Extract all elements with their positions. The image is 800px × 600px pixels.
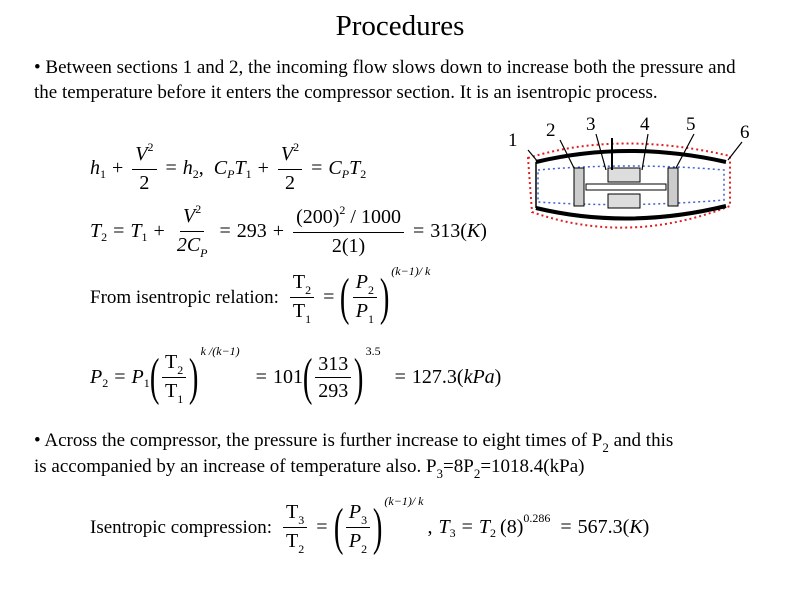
bullet-1: • Between sections 1 and 2, the incoming flow slows down to increase both the pressure and the temperature before it enters the compressor section. It is an isentropic process. — [34, 57, 736, 103]
eq1-v2-sq: 2 — [293, 140, 300, 154]
bullet2-tail: and this — [608, 430, 674, 451]
eq3-exp: 3.5 — [365, 344, 381, 358]
eq2-equals1: = — [113, 220, 125, 242]
comp-result-num: 567.3( — [577, 516, 630, 538]
comp-equals1: = — [316, 516, 328, 538]
turbine-block — [668, 168, 678, 206]
eq2-equals3: = — [412, 220, 425, 242]
bullet2-line2a: is accompanied by an increase of temperature also. P — [34, 456, 437, 477]
eq1-frac1 — [132, 142, 156, 195]
comp-frac-t — [283, 500, 307, 555]
isen-t2: T — [292, 271, 306, 293]
eq1-sub2: 2 — [192, 167, 199, 181]
eq3-frac-num — [315, 352, 351, 403]
comp-exp286: 0.286 — [523, 511, 551, 525]
comp-frac-p — [346, 500, 370, 555]
eq2-den-cp-sub: P — [200, 246, 208, 260]
isen-p2: P — [355, 271, 368, 293]
eq1-cp1-sub: P — [227, 167, 235, 181]
section-label-3: 3 — [586, 114, 596, 135]
isen-t1-sub: 1 — [305, 312, 312, 326]
compression-label: Isentropic compression: — [90, 516, 273, 538]
eq1-cp1: C — [213, 157, 228, 179]
eq3-t1: T — [165, 380, 178, 402]
comp-equals3: = — [560, 516, 572, 538]
eq3-coef: 101 — [272, 366, 303, 388]
bullet2-line2b: 3 — [436, 466, 444, 481]
eq1-t1-sub: 1 — [245, 167, 252, 181]
isen-exponent: (k−1)/ k — [391, 264, 431, 278]
eq1-plus1: + — [112, 157, 124, 179]
eq2-plus1: + — [153, 220, 165, 242]
eq2-result-num: 313( — [430, 220, 467, 242]
bullet2-line1: • Across the compressor, the pressure is further increase to eight times of P — [34, 430, 603, 451]
eq2-plus2: + — [272, 220, 285, 242]
bullet-2 — [34, 428, 794, 480]
isentropic-label: From isentropic relation: — [90, 286, 279, 308]
eq1-v1-sq: 2 — [147, 140, 154, 154]
isen-p2-sub: 2 — [367, 283, 374, 297]
eq3-exponent1: k /(k−1) — [200, 344, 240, 358]
page-title: Procedures — [335, 10, 465, 42]
eq3-t2-sub: 2 — [177, 363, 184, 377]
eq3-t1-sub: 1 — [177, 392, 184, 406]
eq1-h1: h — [90, 157, 100, 179]
eq2-t1: T — [130, 220, 142, 242]
eq3-result-unit: kPa — [463, 366, 495, 388]
combustor-top — [608, 168, 640, 182]
comp-t3b-sub: 3 — [449, 526, 456, 540]
eq2-t2: T — [90, 220, 102, 242]
eq3-p1: P — [131, 366, 144, 388]
bullet2-sub: 2 — [602, 440, 609, 455]
eq1-frac2 — [278, 142, 302, 195]
comp-equals2: = — [461, 516, 473, 538]
isen-p1-sub: 1 — [367, 312, 374, 326]
comp-t2b: T — [478, 516, 491, 538]
compressor-block — [574, 168, 584, 206]
comp-t3-sub: 3 — [298, 513, 305, 527]
isen-p1: P — [355, 300, 368, 322]
eq2-result-unit: K — [466, 220, 481, 242]
bullet2-line2d: 2 — [473, 466, 481, 481]
eq1-den2: 2 — [284, 172, 295, 194]
eq3-p1-sub: 1 — [143, 376, 150, 390]
eq3-result-close: ) — [494, 366, 502, 388]
eq3-p2-sub: 2 — [102, 376, 109, 390]
eq3-t2: T — [165, 351, 178, 373]
eq2-equals2: = — [219, 220, 231, 242]
eq2-v1: V — [183, 205, 196, 227]
equation-isentropic-relation: From isentropic relation: $\frac{T_2}{T_1}$ = ( $\frac{P_2}{P_1}$ ) (k−1)/ k — [90, 264, 431, 326]
comp-t2-sub: 2 — [298, 542, 305, 556]
eq3-p2: P — [90, 366, 103, 388]
eq3-result-num: 127.3( — [411, 366, 464, 388]
comp-t3b: T — [438, 516, 450, 538]
eq1-equals1: = — [165, 157, 177, 179]
eq2-den-cp: 2C — [176, 234, 201, 256]
eq3-equals3: = — [394, 366, 406, 388]
isen-t2-sub: 2 — [305, 283, 312, 297]
comp-p3-sub: 3 — [361, 513, 368, 527]
eq2-num-200: (200) — [296, 206, 340, 228]
shaft — [586, 184, 666, 190]
eq2-frac1 — [174, 204, 211, 259]
eq1-v2: V — [280, 143, 294, 165]
eq1-t2: T — [349, 157, 361, 179]
equation-pressure: P 2 = P 1 ( $\frac{T_2}{T_1}$ ) k /(k−1) = 101 ( $\frac{313}{293}$ ) 3.5 = 127.3( kPa ) — [90, 344, 502, 406]
equation-isentropic-compression: Isentropic compression: $\frac{T_3}{T_2}$ = ( $\frac{P_3}{P_2}$ ) (k−1)/ k , T 3 = T 2 (8) 0.286 = 567.3( K ) — [90, 494, 650, 556]
eq3-frac-t — [162, 350, 186, 405]
eq1-h2: h — [182, 157, 193, 179]
eq1-t1: T — [234, 157, 246, 179]
eq3-293: 293 — [318, 380, 349, 402]
comp-comma: , — [427, 516, 433, 538]
eq3-equals2: = — [255, 366, 267, 388]
comp-p2-sub: 2 — [361, 542, 368, 556]
isen-t1: T — [292, 300, 306, 322]
eq1-plus2: + — [257, 157, 269, 179]
eq2-num-div: / 1000 — [345, 206, 401, 228]
eq2-frac2 — [293, 205, 404, 258]
isen-equals: = — [323, 286, 335, 308]
combustor-bottom — [608, 194, 640, 208]
eq3-313: 313 — [315, 352, 351, 378]
eq2-t1-sub: 1 — [141, 230, 148, 244]
comp-result-close: ) — [642, 516, 650, 538]
comp-exponent: (k−1)/ k — [384, 494, 424, 508]
comp-p3: P — [348, 501, 362, 523]
bullet2-line2e: =1018.4(kPa) — [480, 456, 585, 477]
eq1-cp2-sub: P — [341, 167, 350, 181]
comp-result-unit: K — [629, 516, 643, 538]
section-label-6: 6 — [740, 122, 750, 143]
eq1-sub1: 1 — [100, 167, 106, 181]
section-label-5: 5 — [686, 114, 696, 135]
comp-t3: T — [286, 501, 299, 523]
eq1-den1: 2 — [139, 172, 150, 194]
comp-eight: (8) — [500, 516, 524, 538]
eq1-cp2: C — [328, 157, 342, 179]
bullet2-line2c: =8P — [443, 456, 474, 477]
eq1-v1: V — [135, 143, 148, 165]
eq1-comma: , — [198, 157, 204, 179]
comp-t2: T — [286, 530, 299, 552]
comp-t2b-sub: 2 — [490, 526, 497, 540]
eq2-v1-sq: 2 — [195, 202, 202, 216]
eq2-num-sq: 2 — [339, 203, 346, 217]
isen-frac-p — [353, 270, 377, 325]
section-label-1: 1 — [508, 130, 518, 151]
eq3-equals1: = — [114, 366, 126, 388]
isen-frac-t — [290, 270, 314, 325]
eq2-293: 293 — [236, 220, 267, 242]
eq1-equals2: = — [311, 157, 323, 179]
section-label-2: 2 — [546, 120, 556, 141]
eq2-t2-sub: 2 — [101, 230, 108, 244]
engine-diagram — [498, 112, 770, 240]
eq2-result-close: ) — [480, 220, 487, 242]
equation-temperature — [90, 204, 487, 259]
comp-p2: P — [348, 530, 362, 552]
equation-energy — [90, 142, 366, 195]
engine-casing-top — [536, 151, 726, 162]
section-label-4: 4 — [640, 114, 650, 135]
eq2-den-num: 2(1) — [331, 235, 366, 257]
eq1-t2-sub: 2 — [360, 167, 367, 181]
